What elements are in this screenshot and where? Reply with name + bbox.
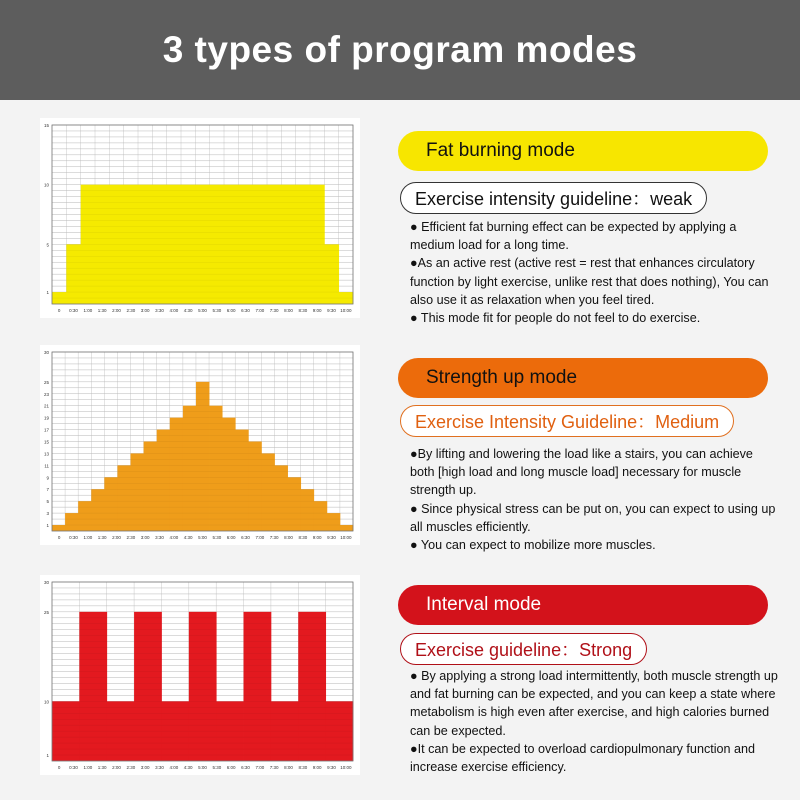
- bullet: ● Since physical stress can be put on, you can expect to using up all muscles efficiently.: [410, 501, 776, 534]
- y-tick-label: 13: [43, 451, 49, 457]
- x-tick-label: 2:30: [126, 535, 136, 540]
- x-tick-label: 0:30: [69, 308, 78, 313]
- x-tick-label: 10:00: [340, 308, 352, 313]
- y-tick-label: 5: [46, 499, 49, 505]
- y-tick-label: 17: [43, 427, 49, 433]
- y-tick-label: 1: [46, 753, 49, 759]
- bullet: ● By applying a strong load intermittently, both muscle strength up and fat burning can be expected, and you can keep a state where metabolism is high even after exercise, and high calories burned can be expected.: [410, 669, 778, 738]
- title-banner: [0, 0, 800, 100]
- x-tick-label: 6:00: [226, 535, 236, 540]
- interval-chart-svg: [40, 575, 360, 775]
- x-tick-label: 4:00: [169, 308, 179, 313]
- mode-label-text: Interval mode: [426, 594, 542, 615]
- x-tick-label: 6:30: [241, 535, 250, 540]
- bullet: ● This mode fit for people do not feel to do exercise.: [410, 311, 701, 326]
- x-tick-label: 3:30: [155, 535, 164, 540]
- x-tick-label: 7:00: [255, 765, 265, 770]
- y-tick-label: 10: [43, 182, 49, 188]
- x-tick-label: 0: [57, 535, 61, 540]
- x-tick-label: 4:00: [169, 765, 179, 770]
- x-tick-label: 9:30: [327, 308, 336, 313]
- x-tick-label: 1:30: [97, 308, 107, 313]
- interval-description: [410, 667, 780, 776]
- y-tick-label: 30: [43, 580, 49, 585]
- x-tick-label: 8:30: [298, 308, 308, 313]
- x-tick-label: 0:30: [69, 765, 78, 770]
- bar: [274, 465, 287, 531]
- x-tick-label: 5:00: [198, 765, 207, 770]
- bar: [78, 501, 91, 531]
- y-tick-label: 10: [43, 699, 49, 705]
- x-tick-label: 2:30: [126, 308, 136, 313]
- x-tick-label: 2:00: [112, 535, 121, 540]
- x-tick-label: 1:00: [83, 765, 93, 770]
- y-tick-label: 23: [43, 391, 49, 397]
- x-tick-label: 8:30: [298, 765, 308, 770]
- bullet: ● Efficient fat burning effect can be expected by applying a medium load for a long time.: [410, 220, 737, 253]
- bar: [183, 406, 196, 531]
- y-tick-label: 5: [46, 242, 49, 248]
- x-tick-label: 6:30: [241, 308, 250, 313]
- x-tick-label: 7:00: [255, 535, 265, 540]
- x-tick-label: 5:00: [198, 535, 207, 540]
- strength-up-chart-svg: [40, 345, 360, 545]
- x-tick-label: 0: [57, 765, 61, 770]
- guideline-text: Exercise intensity guideline：weak: [415, 189, 693, 209]
- x-tick-label: 8:00: [284, 308, 293, 313]
- bar: [222, 418, 235, 531]
- x-tick-label: 4:30: [183, 308, 193, 313]
- mode-label-text: Strength up mode: [426, 367, 578, 388]
- bullet: ●It can be expected to overload cardiopulmonary function and increase exercise efficiency.: [410, 741, 756, 775]
- bar: [288, 477, 301, 531]
- x-tick-label: 1:30: [97, 765, 107, 770]
- y-tick-label: 15: [43, 123, 49, 128]
- bar: [157, 430, 170, 531]
- bar: [261, 453, 274, 531]
- bar: [117, 465, 130, 531]
- fat-burning-chart: [40, 118, 360, 318]
- y-tick-label: 19: [43, 415, 49, 421]
- x-tick-label: 9:30: [327, 535, 336, 540]
- bar: [327, 513, 340, 531]
- bar: [298, 612, 326, 761]
- y-tick-label: 7: [46, 487, 49, 493]
- bar: [189, 612, 217, 761]
- guideline-text: Exercise Intensity Guideline：Medium: [415, 412, 720, 432]
- fat-burning-guideline: [400, 182, 707, 214]
- bar: [131, 453, 144, 531]
- strength-up-description: [410, 445, 780, 554]
- bar: [209, 406, 222, 531]
- bar: [144, 442, 157, 532]
- x-tick-label: 4:00: [169, 535, 179, 540]
- y-tick-label: 21: [43, 403, 49, 409]
- x-tick-label: 9:30: [327, 765, 336, 770]
- x-tick-label: 1:00: [83, 535, 93, 540]
- x-tick-label: 3:00: [140, 308, 150, 313]
- bar: [235, 430, 248, 531]
- bar: [52, 525, 65, 531]
- x-tick-label: 8:00: [284, 765, 293, 770]
- page-title: 3 types of program modes: [162, 29, 638, 70]
- x-tick-label: 5:30: [212, 765, 222, 770]
- fat-burning-description: [410, 218, 780, 327]
- bullet: ●By lifting and lowering the load like a stairs, you can achieve both [high load and long muscle load] necessary for muscle strength up.: [410, 447, 753, 498]
- x-tick-label: 8:00: [284, 535, 293, 540]
- x-tick-label: 7:00: [255, 308, 265, 313]
- x-tick-label: 5:00: [198, 308, 207, 313]
- x-tick-label: 4:30: [183, 765, 193, 770]
- x-tick-label: 9:00: [312, 535, 322, 540]
- x-tick-label: 4:30: [183, 535, 193, 540]
- bar: [65, 513, 78, 531]
- x-tick-label: 9:00: [312, 308, 322, 313]
- bar: [314, 501, 327, 531]
- x-tick-label: 7:30: [269, 765, 279, 770]
- x-tick-label: 2:00: [112, 308, 121, 313]
- bullet: ●As an active rest (active rest = rest that enhances circulatory function by light exercise, unlike rest that does nothing), You can also use it as relaxation when you feel tired.: [410, 256, 769, 307]
- x-tick-label: 3:00: [140, 765, 150, 770]
- x-tick-label: 3:00: [140, 535, 150, 540]
- mode-label-text: Fat burning mode: [426, 140, 575, 161]
- y-tick-label: 1: [46, 523, 49, 529]
- y-tick-label: 25: [43, 609, 49, 615]
- bar: [79, 612, 107, 761]
- y-tick-label: 30: [43, 350, 49, 355]
- x-tick-label: 6:30: [241, 765, 250, 770]
- x-tick-label: 5:30: [212, 535, 222, 540]
- x-tick-label: 9:00: [312, 765, 322, 770]
- y-tick-label: 25: [43, 379, 49, 385]
- strength-up-guideline: [400, 405, 734, 437]
- x-tick-label: 5:30: [212, 308, 222, 313]
- x-tick-label: 10:00: [340, 765, 352, 770]
- bar: [170, 418, 183, 531]
- bar: [104, 477, 117, 531]
- bar: [340, 525, 353, 531]
- x-tick-label: 2:30: [126, 765, 136, 770]
- bullet: ● You can expect to mobilize more muscles.: [410, 538, 656, 553]
- bar: [134, 612, 162, 761]
- x-tick-label: 0: [57, 308, 61, 313]
- x-tick-label: 7:30: [269, 535, 279, 540]
- guideline-text: Exercise guideline：Strong: [415, 640, 633, 660]
- bar: [301, 489, 314, 531]
- x-tick-label: 6:00: [226, 308, 236, 313]
- x-tick-label: 1:00: [83, 308, 93, 313]
- x-tick-label: 6:00: [226, 765, 236, 770]
- bar: [248, 442, 261, 532]
- fat-burning-mode-label: [398, 131, 768, 171]
- interval-chart: [40, 575, 360, 775]
- x-tick-label: 3:30: [155, 765, 164, 770]
- x-tick-label: 1:30: [97, 535, 107, 540]
- y-tick-label: 3: [46, 511, 49, 517]
- bar: [196, 382, 209, 531]
- x-tick-label: 7:30: [269, 308, 279, 313]
- x-tick-label: 2:00: [112, 765, 121, 770]
- bar: [91, 489, 104, 531]
- bar: [244, 612, 272, 761]
- y-tick-label: 15: [43, 439, 49, 445]
- x-tick-label: 0:30: [69, 535, 78, 540]
- strength-up-chart: [40, 345, 360, 545]
- x-tick-label: 3:30: [155, 308, 164, 313]
- strength-up-mode-label: [398, 358, 768, 398]
- y-tick-label: 11: [44, 463, 49, 469]
- x-tick-label: 10:00: [340, 535, 352, 540]
- interval-guideline: [400, 633, 647, 665]
- interval-mode-label: [398, 585, 768, 625]
- y-tick-label: 1: [46, 290, 49, 296]
- x-tick-label: 8:30: [298, 535, 308, 540]
- y-tick-label: 9: [46, 475, 49, 481]
- fat-burning-chart-svg: [40, 118, 360, 318]
